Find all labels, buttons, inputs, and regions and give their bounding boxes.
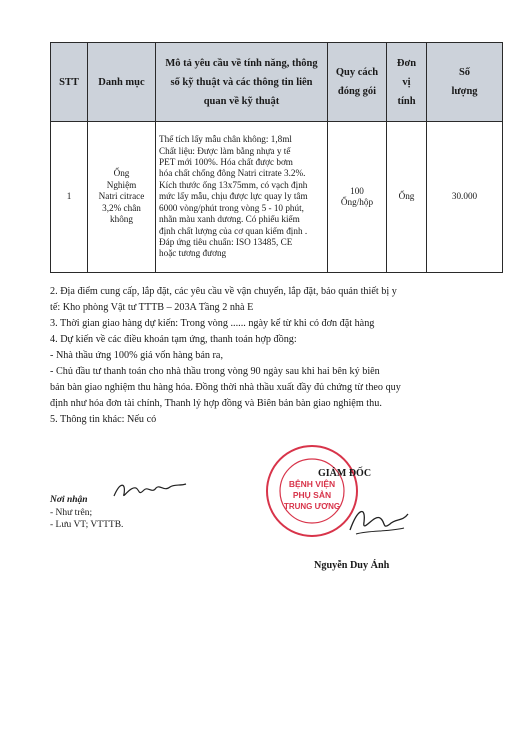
- header-quantity: Số lượng: [427, 43, 503, 122]
- paragraph-payment-3: định như hóa đơn tài chính, Thanh lý hợp đồng và Biên bản bàn giao nghiệm thu.: [50, 398, 382, 409]
- header-unit: Đơn vị tính: [387, 43, 427, 122]
- paragraph-location-2: tế: Kho phòng Vật tư TTTB – 203A Tầng 2 nhà E: [50, 302, 254, 313]
- seal-line-2: PHỤ SẢN: [292, 490, 332, 500]
- recipient-item: - Lưu VT; VTTTB.: [50, 520, 124, 530]
- spec-table: [50, 42, 503, 273]
- cell-description: Thể tích lấy mẫu chân không: 1,8ml Chất liệu: Được làm bằng nhựa y tế PET mới 100%. Hóa chất được bơm hóa chất chống đông Natri citrate 3.2%. Kích thước ống 13x75mm, có vạch định mức lấy mẫu, chịu được lực quay ly tâm 6000 vòng/phút trong vòng 5 - 10 phút, nhãn màu xanh dương. Có phiếu kiểm định chất lượng của cơ quan kiểm định . Đáp ứng tiêu chuẩn: ISO 13485, CE hoặc tương đương: [156, 122, 328, 273]
- paragraph-delivery-time: 3. Thời gian giao hàng dự kiến: Trong vòng ...... ngày kể từ khi có đơn đặt hàng: [50, 318, 375, 329]
- cell-quantity: 30.000: [427, 122, 503, 273]
- paragraph-advance: - Nhà thầu ứng 100% giá vốn hàng bán ra,: [50, 350, 224, 361]
- table-header-row: [51, 43, 503, 122]
- initial-signature-mark: [110, 478, 190, 504]
- cell-packaging: 100 Ống/hộp: [328, 122, 387, 273]
- paragraph-payment-1: - Chủ đầu tư thanh toán cho nhà thầu trong vòng 90 ngày sau khi hai bên ký biên: [50, 366, 380, 377]
- paragraph-payment-2: bản bàn giao nghiệm thu hàng hóa. Đồng thời nhà thầu xuất đầy đủ chứng từ theo quy: [50, 382, 401, 393]
- cell-category: Ống Nghiệm Natri citrace 3,2% chân không: [88, 122, 156, 273]
- header-packaging: Quy cách đóng gói: [328, 43, 387, 122]
- director-name: Nguyễn Duy Ánh: [314, 560, 390, 571]
- seal-line-3: TRUNG ƯƠNG: [283, 502, 341, 511]
- paragraph-other-info: 5. Thông tin khác: Nếu có: [50, 414, 157, 425]
- director-signature: [344, 500, 414, 540]
- header-description: Mô tả yêu cầu về tính năng, thông số kỹ thuật và các thông tin liên quan về kỹ thuật: [156, 43, 328, 122]
- body-text: [50, 284, 502, 428]
- header-category: Danh mục: [88, 43, 156, 122]
- table-row: [51, 122, 503, 273]
- cell-stt: 1: [51, 122, 88, 273]
- header-stt: STT: [51, 43, 88, 122]
- cell-unit: Ống: [387, 122, 427, 273]
- recipients-title: Nơi nhận: [50, 495, 88, 505]
- paragraph-location-1: 2. Địa điểm cung cấp, lắp đặt, các yêu cầu về vận chuyển, lắp đặt, bảo quản thiết bị y: [50, 286, 397, 297]
- director-title: GIÁM ĐỐC: [318, 468, 372, 479]
- seal-line-1: BỆNH VIỆN: [288, 479, 336, 489]
- recipient-item: - Như trên;: [50, 507, 93, 518]
- paragraph-payment-terms: 4. Dự kiến về các điều khoản tạm ứng, thanh toán hợp đồng:: [50, 334, 297, 345]
